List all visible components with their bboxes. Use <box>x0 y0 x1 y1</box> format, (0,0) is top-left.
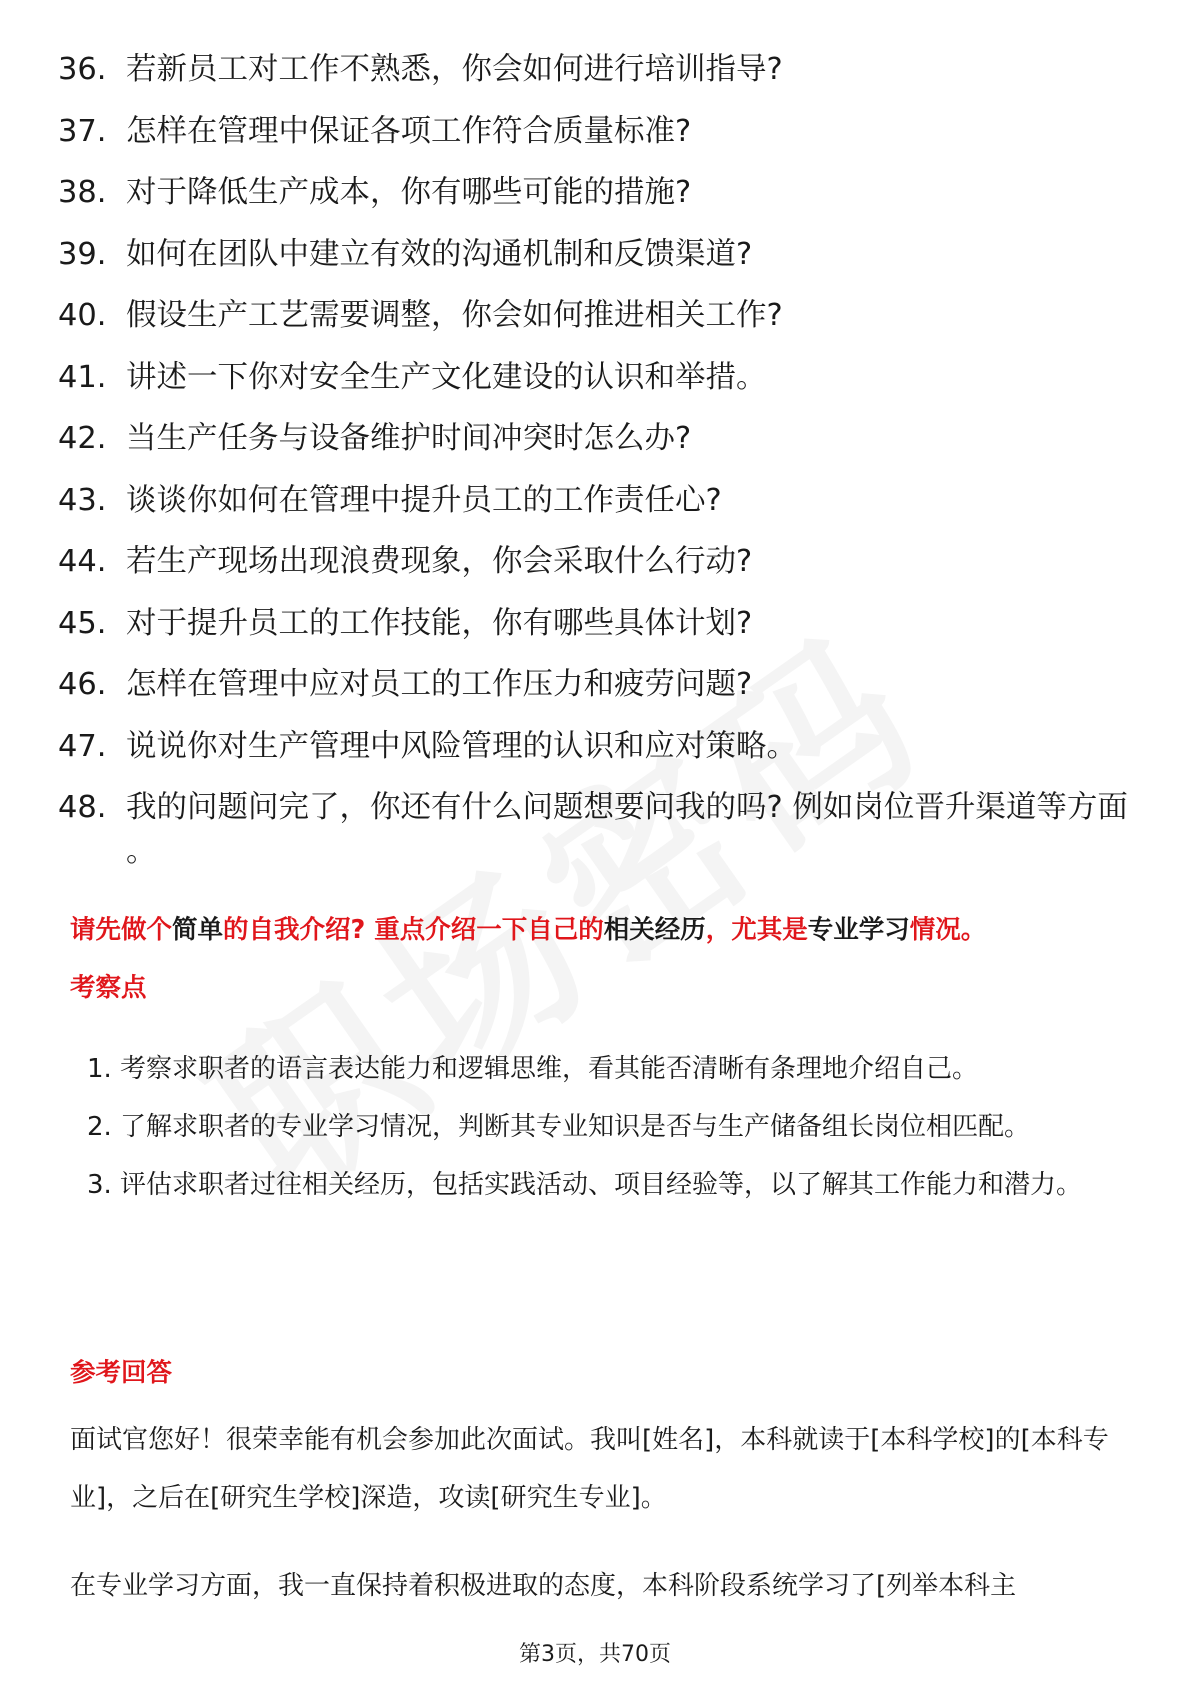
question-number: 39. <box>58 236 107 272</box>
question-item <box>58 171 1138 215</box>
question-number: 44. <box>58 544 107 579</box>
question-text: 我的问题问完了，你还有什么问题想要问我的吗? 例如岗位晋升渠道等方面 。 <box>126 790 1128 869</box>
question-text: 说说你对生产管理中风险管理的认识和应对策略。 <box>126 728 797 764</box>
question-item <box>58 48 1138 92</box>
main-question-part: 请先做个 <box>70 915 173 945</box>
exam-points-title: 考察点 <box>70 973 147 1003</box>
question-text: 对于降低生产成本，你有哪些可能的措施? <box>126 175 692 210</box>
question-number: 42. <box>58 421 107 456</box>
reference-answer-title: 参考回答 <box>70 1358 173 1388</box>
main-question-highlight: 简单 <box>172 915 224 945</box>
exam-point-item <box>70 1098 1120 1156</box>
question-item <box>58 725 1138 769</box>
question-item <box>58 356 1138 400</box>
page-footer: 第3页，共70页 <box>519 1642 671 1667</box>
question-number: 43. <box>58 482 107 518</box>
exam-point-number: 2. <box>87 1112 112 1142</box>
question-text: 若新员工对工作不熟悉，你会如何进行培训指导? <box>126 52 783 87</box>
question-text: 若生产现场出现浪费现象，你会采取什么行动? <box>126 544 753 579</box>
exam-point-item <box>70 1040 1120 1098</box>
question-text: 假设生产工艺需要调整，你会如何推进相关工作? <box>126 298 783 333</box>
question-number: 40. <box>58 298 107 333</box>
question-text: 对于提升员工的工作技能，你有哪些具体计划? <box>126 605 753 641</box>
question-item <box>58 663 1138 707</box>
main-question-highlight: 专业学习 <box>807 915 910 945</box>
exam-point-text: 评估求职者过往相关经历，包括实践活动、项目经验等，以了解其工作能力和潜力。 <box>120 1170 1083 1200</box>
question-item <box>58 602 1138 646</box>
main-question-part: ，尤其是 <box>705 915 808 945</box>
question-number: 47. <box>58 728 107 764</box>
main-question <box>70 912 986 948</box>
question-item <box>58 540 1138 584</box>
question-text: 当生产任务与设备维护时间冲突时怎么办? <box>126 421 692 456</box>
exam-point-number: 3. <box>87 1170 112 1200</box>
question-number: 45. <box>58 605 107 641</box>
question-text: 如何在团队中建立有效的沟通机制和反馈渠道? <box>126 236 753 272</box>
question-text: 怎样在管理中保证各项工作符合质量标准? <box>126 113 692 149</box>
question-item <box>58 110 1138 154</box>
exam-points-list <box>70 1040 1120 1214</box>
main-question-part: 情况。 <box>909 915 987 945</box>
exam-point-text: 了解求职者的专业学习情况，判断其专业知识是否与生产储备组长岗位相匹配。 <box>120 1112 1031 1142</box>
answer-paragraph: 面试官您好！很荣幸能有机会参加此次面试。我叫[姓名]，本科就读于[本科学校]的[本科专业]，之后在[研究生学校]深造，攻读[研究生专业]。 <box>70 1425 1109 1513</box>
question-item <box>58 786 1138 874</box>
question-text: 讲述一下你对安全生产文化建设的认识和举措。 <box>126 359 767 395</box>
question-number: 36. <box>58 52 107 87</box>
question-list <box>58 48 1138 892</box>
question-number: 41. <box>58 359 107 395</box>
question-item <box>58 417 1138 461</box>
question-number: 48. <box>58 790 107 825</box>
question-number: 38. <box>58 175 107 210</box>
question-number: 37. <box>58 113 107 149</box>
exam-point-item <box>70 1156 1120 1214</box>
question-item <box>58 479 1138 523</box>
question-item <box>58 233 1138 277</box>
question-number: 46. <box>58 667 107 702</box>
question-text: 怎样在管理中应对员工的工作压力和疲劳问题? <box>126 667 753 702</box>
exam-point-text: 考察求职者的语言表达能力和逻辑思维，看其能否清晰有条理地介绍自己。 <box>120 1054 979 1084</box>
answer-paragraph: 在专业学习方面，我一直保持着积极进取的态度，本科阶段系统学习了[列举本科主 <box>70 1571 1017 1601</box>
main-question-highlight: 相关经历 <box>603 915 706 945</box>
question-text: 谈谈你如何在管理中提升员工的工作责任心? <box>126 482 722 518</box>
question-item <box>58 294 1138 338</box>
exam-point-number: 1. <box>87 1054 112 1084</box>
main-question-part: 的自我介绍? 重点介绍一下自己的 <box>223 915 604 945</box>
